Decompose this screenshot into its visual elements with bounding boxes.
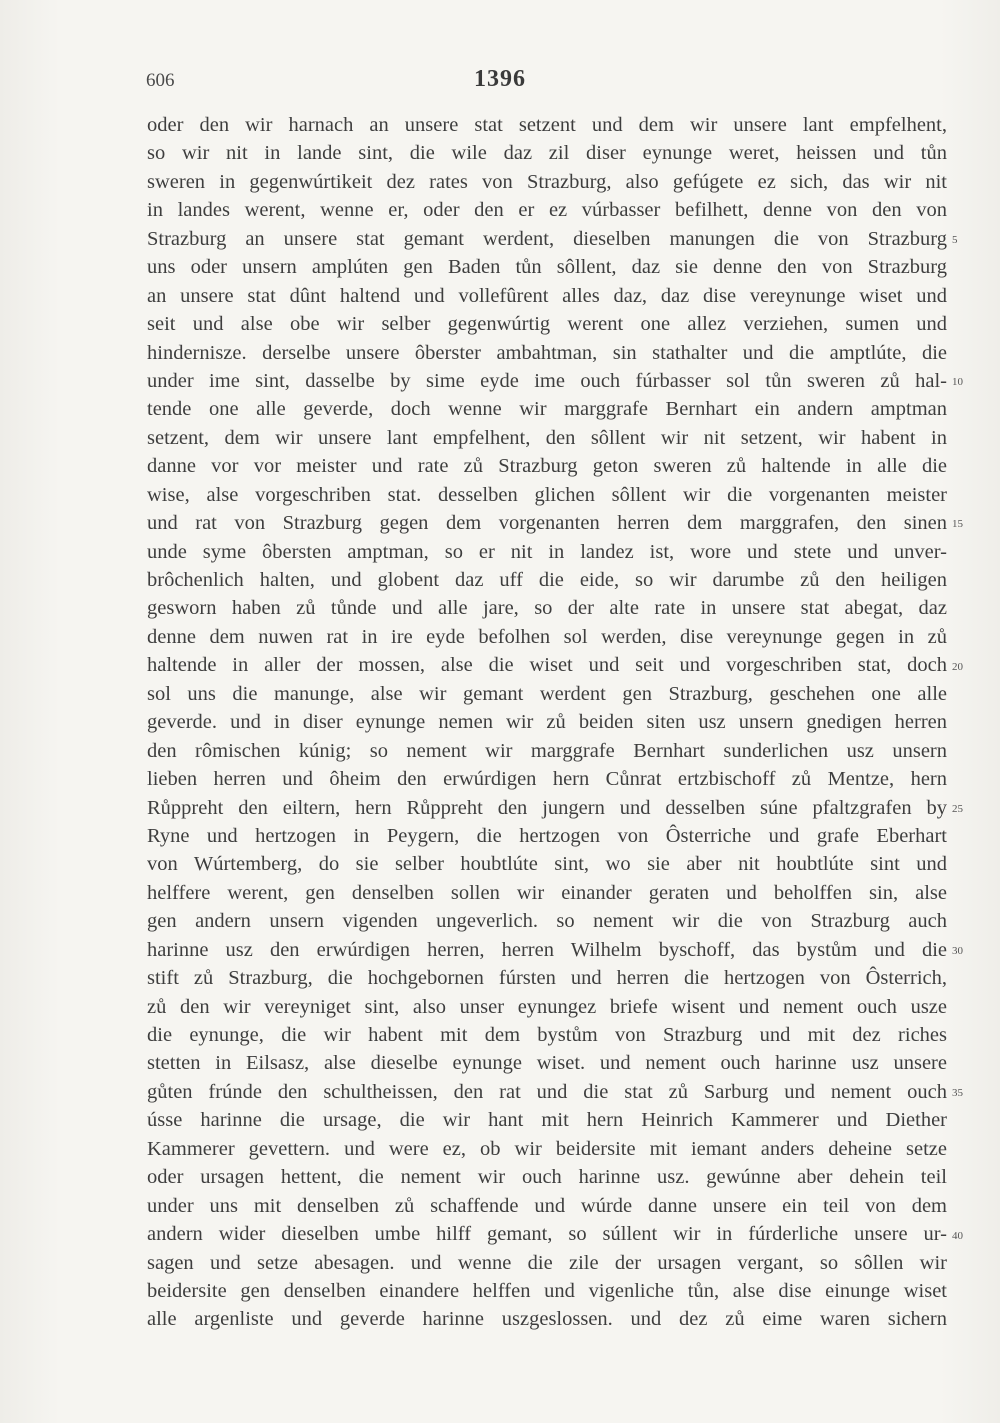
margin-line-number: 10 xyxy=(952,376,963,389)
margin-line-number: 35 xyxy=(952,1087,963,1100)
text-line: setzent, dem wir unsere lant empfelhent, den sôllent wir nit setzent, wir habent in xyxy=(147,426,947,449)
text-line: unde syme ôbersten amptman, so er nit in landez ist, wore und stete und unver- xyxy=(147,540,947,563)
text-line: gůten frúnde den schultheissen, den rat und die stat zů Sarburg und nement ouch xyxy=(147,1080,947,1103)
text-line: uns oder unsern amplúten gen Baden tůn sôllent, daz sie denne den von Strazburg xyxy=(147,256,947,279)
text-line: danne vor vor meister und rate zů Strazburg geton sweren zů haltende in alle die xyxy=(147,455,947,478)
text-line: hindernisze. derselbe unsere ôberster ambahtman, sin stathalter und die amptlúte, die xyxy=(147,341,947,364)
text-line: andern wider dieselben umbe hilff gemant, so súllent wir in fúrderliche unsere ur- xyxy=(147,1223,947,1246)
text-line: seit und alse obe wir selber gegenwúrtig werent one allez verziehen, sumen und xyxy=(147,313,947,336)
margin-line-number: 15 xyxy=(952,518,963,531)
margin-line-number: 5 xyxy=(952,233,958,246)
page-number: 606 xyxy=(146,70,175,91)
text-line: sweren in gegenwúrtikeit dez rates von Strazburg, also gefúgete ez sich, das wir nit xyxy=(147,170,947,193)
body-text xyxy=(147,111,947,1334)
text-line: sagen und setze abesagen. und wenne die zile der ursagen vergant, so sôllen wir xyxy=(147,1251,947,1274)
text-line: an unsere stat dûnt haltend und vollefûrent alles daz, daz dise vereynunge wiset und xyxy=(147,284,947,307)
text-line: Strazburg an unsere stat gemant werdent, dieselben manungen die von Strazburg xyxy=(147,227,947,250)
text-line: Růppreht den eiltern, hern Růppreht den jungern und desselben súne pfaltzgrafen by xyxy=(147,796,947,819)
text-line: und rat von Strazburg gegen dem vorgenanten herren dem marggrafen, den sinen xyxy=(147,512,947,535)
margin-line-number: 20 xyxy=(952,660,963,673)
text-line: lieben herren und ôheim den erwúrdigen hern Cůnrat ertzbischoff zů Mentze, hern xyxy=(147,768,947,791)
margin-line-number: 30 xyxy=(952,945,963,958)
text-line: stetten in Eilsasz, alse dieselbe eynunge wiset. und nement ouch harinne usz unsere xyxy=(147,1052,947,1075)
text-line: gen andern unsern vigenden ungeverlich. so nement wir die von Strazburg auch xyxy=(147,910,947,933)
text-line: beidersite gen denselben einandere helffen und vigenliche tůn, alse dise einunge wiset xyxy=(147,1279,947,1302)
text-line: Kammerer gevettern. und were ez, ob wir beidersite mit iemant anders deheine setze xyxy=(147,1137,947,1160)
text-line: von Wúrtemberg, do sie selber houbtlúte sint, wo sie aber nit houbtlúte sint und xyxy=(147,853,947,876)
text-line: helffere werent, gen denselben sollen wir einander geraten und beholffen sin, alse xyxy=(147,881,947,904)
margin-line-number: 25 xyxy=(952,802,963,815)
text-line: harinne usz den erwúrdigen herren, herren Wilhelm byschoff, das bystům und die xyxy=(147,938,947,961)
text-line: stift zů Strazburg, die hochgebornen fúrsten und herren die hertzogen von Ôsterrich, xyxy=(147,967,947,990)
text-line: alle argenliste und geverde harinne uszgeslossen. und dez zů eime waren sichern xyxy=(147,1308,947,1331)
year-heading: 1396 xyxy=(474,66,526,92)
text-line: wise, alse vorgeschriben stat. desselben glichen sôllent wir die vorgenanten meister xyxy=(147,483,947,506)
text-line: haltende in aller der mossen, alse die wiset und seit und vorgeschriben stat, doch xyxy=(147,654,947,677)
text-line: under ime sint, dasselbe by sime eyde ime ouch fúrbasser sol tůn sweren zů hal- xyxy=(147,369,947,392)
text-line: zů den wir vereyniget sint, also unser eynungez briefe wisent und nement ouch usze xyxy=(147,995,947,1018)
page-header xyxy=(0,66,1000,96)
text-line: under uns mit denselben zů schaffende und wúrde danne unsere ein teil von dem xyxy=(147,1194,947,1217)
text-line: die eynunge, die wir habent mit dem bystům von Strazburg und mit dez riches xyxy=(147,1024,947,1046)
text-line: oder ursagen hettent, die nement wir ouch harinne usz. gewúnne aber dehein teil xyxy=(147,1166,947,1189)
text-line: Ryne und hertzogen in Peygern, die hertzogen von Ôsterriche und grafe Eberhart xyxy=(147,824,947,847)
text-line: den rômischen kúnig; so nement wir marggrafe Bernhart sunderlichen usz unsern xyxy=(147,739,947,762)
text-line: so wir nit in lande sint, die wile daz zil diser eynunge weret, heissen und tůn xyxy=(147,142,947,165)
text-line: in landes werent, wenne er, oder den er ez vúrbasser befilhett, denne von den von xyxy=(147,199,947,222)
text-line: brôchenlich halten, und globent daz uff die eide, so wir darumbe zů den heiligen xyxy=(147,569,947,591)
text-line: sol uns die manunge, alse wir gemant werdent gen Strazburg, geschehen one alle xyxy=(147,682,947,705)
margin-line-number: 40 xyxy=(952,1229,963,1242)
text-line: oder den wir harnach an unsere stat setzent und dem wir unsere lant empfelhent, xyxy=(147,114,947,136)
text-line: ússe harinne die ursage, die wir hant mit hern Heinrich Kammerer und Diether xyxy=(147,1109,947,1132)
text-line: denne dem nuwen rat in ire eyde befolhen sol werden, dise vereynunge gegen in zů xyxy=(147,625,947,648)
text-line: gesworn haben zů tůnde und alle jare, so der alte rate in unsere stat abegat, daz xyxy=(147,597,947,620)
text-line: tende one alle geverde, doch wenne wir marggrafe Bernhart ein andern amptman xyxy=(147,398,947,421)
text-line: geverde. und in diser eynunge nemen wir zů beiden siten usz unsern gnedigen herren xyxy=(147,711,947,734)
